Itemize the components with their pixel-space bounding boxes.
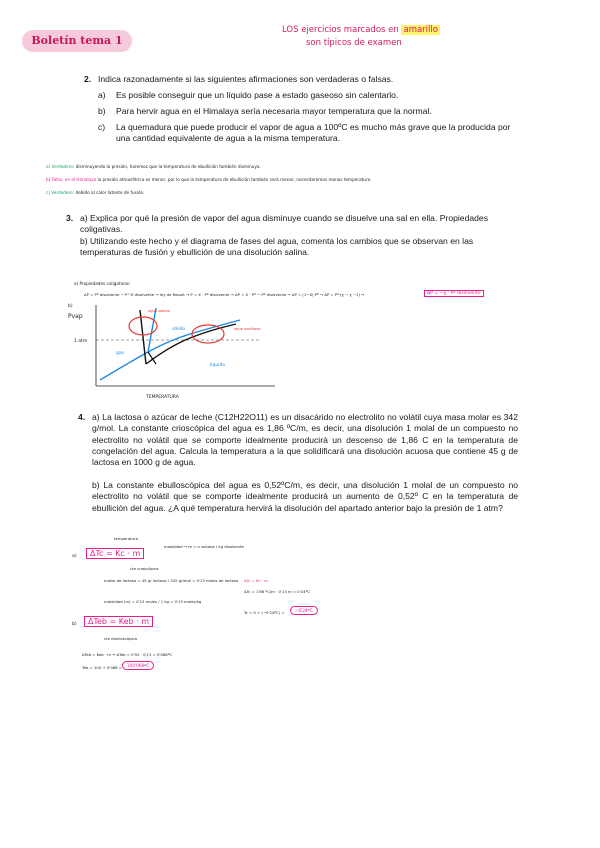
q2-text: Indica razonadamente si las siguientes afirmaciones son verdaderas o falsas. (98, 74, 394, 84)
q4a-result: −0'24ºC (290, 606, 318, 615)
y-axis-label: Pvap (68, 313, 83, 320)
header-note-en: en (388, 25, 399, 35)
q2-answer-c: c) Verdadero: debido al calor latente de fusión. (46, 190, 145, 195)
q4a-note-top: temperatura (114, 536, 138, 541)
note-distilled-water: agua destilada (234, 327, 261, 331)
q4b-result: 100'068ºC (122, 661, 154, 670)
q2-answer-a: a) Verdadero: disminuyendo la presión, haremos que la temperatura de ebullición también disminuya. (46, 164, 261, 169)
q4a-note-molality: molalidad → m = n solutos / kg disolvente (164, 544, 244, 549)
region-liquid: líquido (210, 363, 226, 368)
q2-item-c-letter: c) (98, 122, 106, 132)
q4a-label: a) (72, 554, 77, 559)
note-salt-water: agua salada (148, 309, 170, 313)
q4b-formula: ΔTeb = Keb · m (84, 616, 153, 627)
q3-answer-a-label: a) Propiedades coligativas: (74, 281, 131, 286)
q4b-label: b) (72, 622, 77, 627)
x-axis-label: TEMPERATURA (146, 395, 179, 400)
q4b-line1: ΔTeb = Keb · m → ΔTeb = 0'52 · 0'13 = 0'068ºC (82, 652, 173, 657)
header-note-highlight: amarillo (403, 25, 438, 35)
q4a-line1: moles de lactosa = 45 gr lactosa / 342 gr/mol = 0'13 moles de lactosa (104, 578, 239, 583)
chapter-badge: Boletín tema 1 (22, 30, 132, 52)
q2-item-b: Para hervir agua en el Himalaya sería necesaria mayor temperatura que la normal. (116, 106, 432, 116)
header-note-text: LOS ejercicios marcados (282, 25, 386, 35)
q2-answer-b: b) Falso, en el Himalaya la presión atmosférica es menor, por lo que la temperatura de ebullición también será menor, necesitaremos menos temperatura. (46, 177, 372, 182)
q2-item-c: La quemadura que puede producir el vapor de agua a 100ºC es mucho más grave que la producida por una cantidad equivalente de agua a la misma temperatura. (116, 122, 511, 144)
q4-part-b: b) La constante ebulloscópica del agua es 0,52ºC/m, es decir, una disolución 1 molal de un compuesto no electrolito no volátil que se comporte idealmente producirá un aumento de 0,52º C en la temperatura de ebullición del agua. ¿A qué temperatura hervirá la disolución del apartado anterior bajo la presión de 1 atm? (92, 480, 518, 513)
q2-item-a: Es posible conseguir que un líquido pase a estado gaseoso sin calentarlo. (116, 90, 399, 100)
q2-number: 2. (84, 74, 92, 84)
q4b-line2: Teb = 100 + 0'068 = (82, 665, 122, 670)
q4a-formula: ΔTc = Kc · m (86, 548, 144, 559)
q3-part-a: a) Explica por qué la presión de vapor del agua disminuye cuando se disuelve una sal en ella. Propiedades coligativas. (80, 213, 488, 235)
q4a-right2: ΔTc = 1'86 ºC/m · 0'13 m = 0'24ºC (244, 589, 311, 594)
fusion-curve-water (148, 308, 156, 352)
q4a-line2: molalidad (m) = 0'13 moles / 1 kg = 0'13 moles/kg (104, 599, 202, 604)
region-gas: gas (116, 351, 124, 356)
q4a-right1: ΔTc = Kc · m (244, 578, 268, 583)
q4-number: 4. (78, 412, 86, 422)
q3-answer-a-result: ΔP = −χ · Pº disolvente (424, 290, 484, 297)
q3-part-b: b) Utilizando este hecho y el diagrama de fases del agua, comenta los cambios que se observan en las temperaturas de fusión y ebullición de una disolución salina. (80, 236, 474, 258)
q3-answer-b-label: b) (68, 304, 73, 309)
q4-part-a: a) La lactosa o azúcar de leche (C12H22O11) es un disacárido no electrolito no volátil cuya masa molar es 342 g/mol. La constante crioscópica del agua es 1,86 ºC/m, es decir, una disolución 1 molal de un compuesto no electrolito no volátil que se comporte idealmente producirá un descenso de 1,86 C en la temperatura de congelación del agua. Calcula la temperatura a la que solidificará una disolución acuosa que contiene 45 g de lactosa en 1000 g de agua. (92, 412, 518, 468)
phase-diagram (60, 300, 300, 400)
q2-item-a-letter: a) (98, 90, 106, 100)
q4b-note-cte: cte ebulloscópica (104, 636, 137, 641)
q2-item-b-letter: b) (98, 106, 106, 116)
header-note-line2: son típicos de examen (306, 38, 402, 48)
q4a-right3: Tc = 0 + (−0'24ºC) = (244, 610, 285, 615)
q3-number: 3. (66, 213, 74, 223)
header-note (282, 25, 440, 35)
region-solid: sólido (172, 327, 186, 332)
one-atm-label: 1 atm (74, 339, 88, 344)
q3-answer-a-formula: ΔP = Pº disolvente − P^D disolvente → ley de Raoult → P = X · Pº disolvente → ΔP = X · Pº − Pº disolvente → ΔP = (1−X)·Pº → ΔP = Pº·(χ − χ −1) → (84, 292, 365, 297)
q4a-note-cte: cte crioscópica (130, 566, 159, 571)
